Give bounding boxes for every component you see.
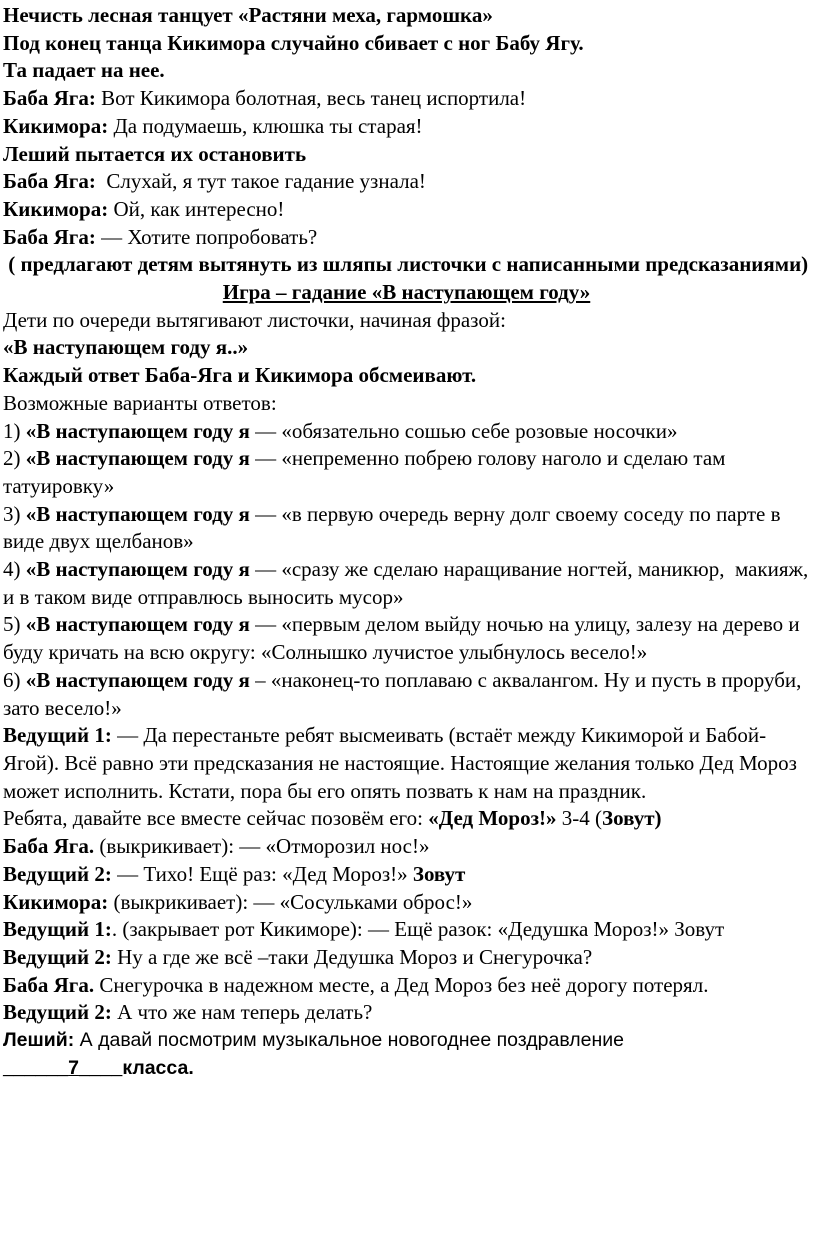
speaker-name: Ведущий 2: xyxy=(3,944,112,969)
list-lead: «В наступающем году я xyxy=(25,446,250,471)
dialogue-line xyxy=(3,972,810,1000)
list-item xyxy=(3,445,810,500)
dialogue-text: — Тихо! Ещё раз: «Дед Мороз!» xyxy=(111,861,413,886)
list-number: 5) xyxy=(3,612,26,637)
speaker-name: Кикимора: xyxy=(3,196,109,221)
dialogue-line xyxy=(3,861,810,889)
dialogue-text: Вот Кикимора болотная, весь танец испортила! xyxy=(95,86,527,111)
list-number: 3) xyxy=(3,501,26,526)
paragraph-text: Ребята, давайте все вместе сейчас позовём его: xyxy=(3,806,429,831)
stage-direction: Та падает на нее. xyxy=(3,58,165,83)
speaker-name: Баба Яга: xyxy=(3,86,96,111)
list-text: — «сразу же сделаю наращивание ногтей, маникюр, макияж, и в таком виде отправлюсь выносить мусор» xyxy=(3,557,814,609)
stage-direction: Леший пытается их остановить xyxy=(3,141,307,166)
list-lead: «В наступающем году я xyxy=(25,612,250,637)
paragraph: Возможные варианты ответов: xyxy=(3,390,277,415)
dialogue-line xyxy=(3,196,810,224)
dialogue-text: Ну а где же всё –таки Дедушка Мороз и Снегурочка? xyxy=(111,944,593,969)
list-number: 2) xyxy=(3,446,26,471)
dialogue-text: Да подумаешь, клюшка ты старая! xyxy=(108,113,423,138)
list-item xyxy=(3,667,810,722)
speaker-name: Ведущий 2: xyxy=(3,1000,112,1025)
dialogue-text: Снегурочка в надежном месте, а Дед Мороз без неё дорогу потерял. xyxy=(94,972,709,997)
dialogue-text: (выкрикивает): — «Отморозил нос!» xyxy=(94,834,430,859)
list-text: — «первым делом выйду ночью на улицу, залезу на дерево и буду кричать на всю округу: «Солнышко лучистое улыбнулось весело!» xyxy=(3,612,800,665)
dialogue-line xyxy=(3,224,810,252)
blank-underline: ______ xyxy=(3,1056,69,1079)
stage-direction: Под конец танца Кикимора случайно сбивает с ног Бабу Ягу. xyxy=(3,30,584,55)
list-item xyxy=(3,418,810,446)
list-text: — «обязательно сошью себе розовые носочки» xyxy=(249,418,678,443)
stage-direction: ( предлагают детям вытянуть из шляпы листочки с написанными предсказаниями) xyxy=(3,252,809,277)
dialogue-text: Ой, как интересно! xyxy=(108,196,285,221)
call-out: Зовут xyxy=(412,861,466,886)
list-text: — «непременно побрею голову наголо и сделаю там татуировку» xyxy=(3,446,736,498)
dialogue-text: — Хотите попробовать? xyxy=(95,224,318,249)
list-item xyxy=(3,611,810,666)
blank-underline: ____ xyxy=(78,1056,123,1079)
dialogue-line xyxy=(3,916,810,944)
class-word: класса. xyxy=(122,1056,194,1079)
speaker-name: Кикимора: xyxy=(3,889,109,914)
list-number: 1) xyxy=(3,418,26,443)
dialogue-text: Слухай, я тут такое гадание узнала! xyxy=(95,169,426,194)
speaker-name: Леший: xyxy=(3,1029,75,1052)
dialogue-text: (выкрикивает): — «Сосульками оброс!» xyxy=(108,889,473,914)
list-lead: «В наступающем году я xyxy=(25,418,250,443)
paragraph: Дети по очереди вытягивают листочки, начиная фразой: xyxy=(3,307,506,332)
dialogue-line xyxy=(3,889,810,917)
call-out: Зовут) xyxy=(602,806,662,831)
paragraph-text: 3-4 ( xyxy=(556,806,603,831)
dialogue-line xyxy=(3,168,810,196)
speaker-name: Баба Яга. xyxy=(3,834,95,859)
speaker-name: Кикимора: xyxy=(3,113,109,138)
paragraph xyxy=(3,805,810,833)
speaker-name: Ведущий 1: xyxy=(3,723,112,748)
speaker-name: Ведущий 2: xyxy=(3,861,112,886)
list-item xyxy=(3,501,810,556)
dialogue-line xyxy=(3,944,810,972)
dialogue-text: А что же нам теперь делать? xyxy=(111,1000,373,1025)
list-lead: «В наступающем году я xyxy=(25,557,250,582)
dialogue-line xyxy=(3,999,810,1027)
dialogue-text: А давай посмотрим музыкальное новогоднее поздравление xyxy=(74,1029,624,1052)
speaker-name: Баба Яга: xyxy=(3,169,96,194)
dialogue-text: . (закрывает рот Кикиморе): — Ещё разок: «Дедушка Мороз!» Зовут xyxy=(111,917,725,942)
speaker-name: Баба Яга: xyxy=(3,224,96,249)
dialogue-line xyxy=(3,1027,810,1055)
dialogue-line xyxy=(3,833,810,861)
paragraph: Каждый ответ Баба-Яга и Кикимора обсмеивают. xyxy=(3,363,477,388)
game-title: Игра – гадание «В наступающем году» xyxy=(222,280,591,305)
speaker-name: Ведущий 1: xyxy=(3,917,112,942)
dialogue-line xyxy=(3,113,810,141)
list-text: – «наконец-то поплаваю с аквалангом. Ну и пусть в проруби, зато весело!» xyxy=(3,667,802,720)
stage-direction: Нечисть лесная танцует «Растяни меха, гармошка» xyxy=(3,3,493,27)
dialogue-line xyxy=(3,722,810,805)
list-lead: «В наступающем году я xyxy=(25,667,250,692)
dialogue-line xyxy=(3,85,810,113)
call-out: «Дед Мороз!» xyxy=(428,806,557,831)
class-line xyxy=(3,1055,810,1083)
list-lead: «В наступающем году я xyxy=(25,501,250,526)
list-item xyxy=(3,556,814,611)
list-number: 6) xyxy=(3,667,26,692)
dialogue-text: — Да перестаньте ребят высмеивать (встаёт между Кикиморой и Бабой-Ягой). Всё равно эти предсказания не настоящие. Настоящие желания только Дед Мороз может исполнить. Кстати, пора бы его опять позвать к нам на праздник. xyxy=(3,723,797,803)
list-text: — «в первую очередь верну долг своему соседу по парте в виде двух щелбанов» xyxy=(3,501,781,554)
list-number: 4) xyxy=(3,557,26,582)
paragraph: «В наступающем году я..» xyxy=(3,335,249,360)
speaker-name: Баба Яга. xyxy=(3,972,95,997)
class-number: 7 xyxy=(68,1056,79,1079)
